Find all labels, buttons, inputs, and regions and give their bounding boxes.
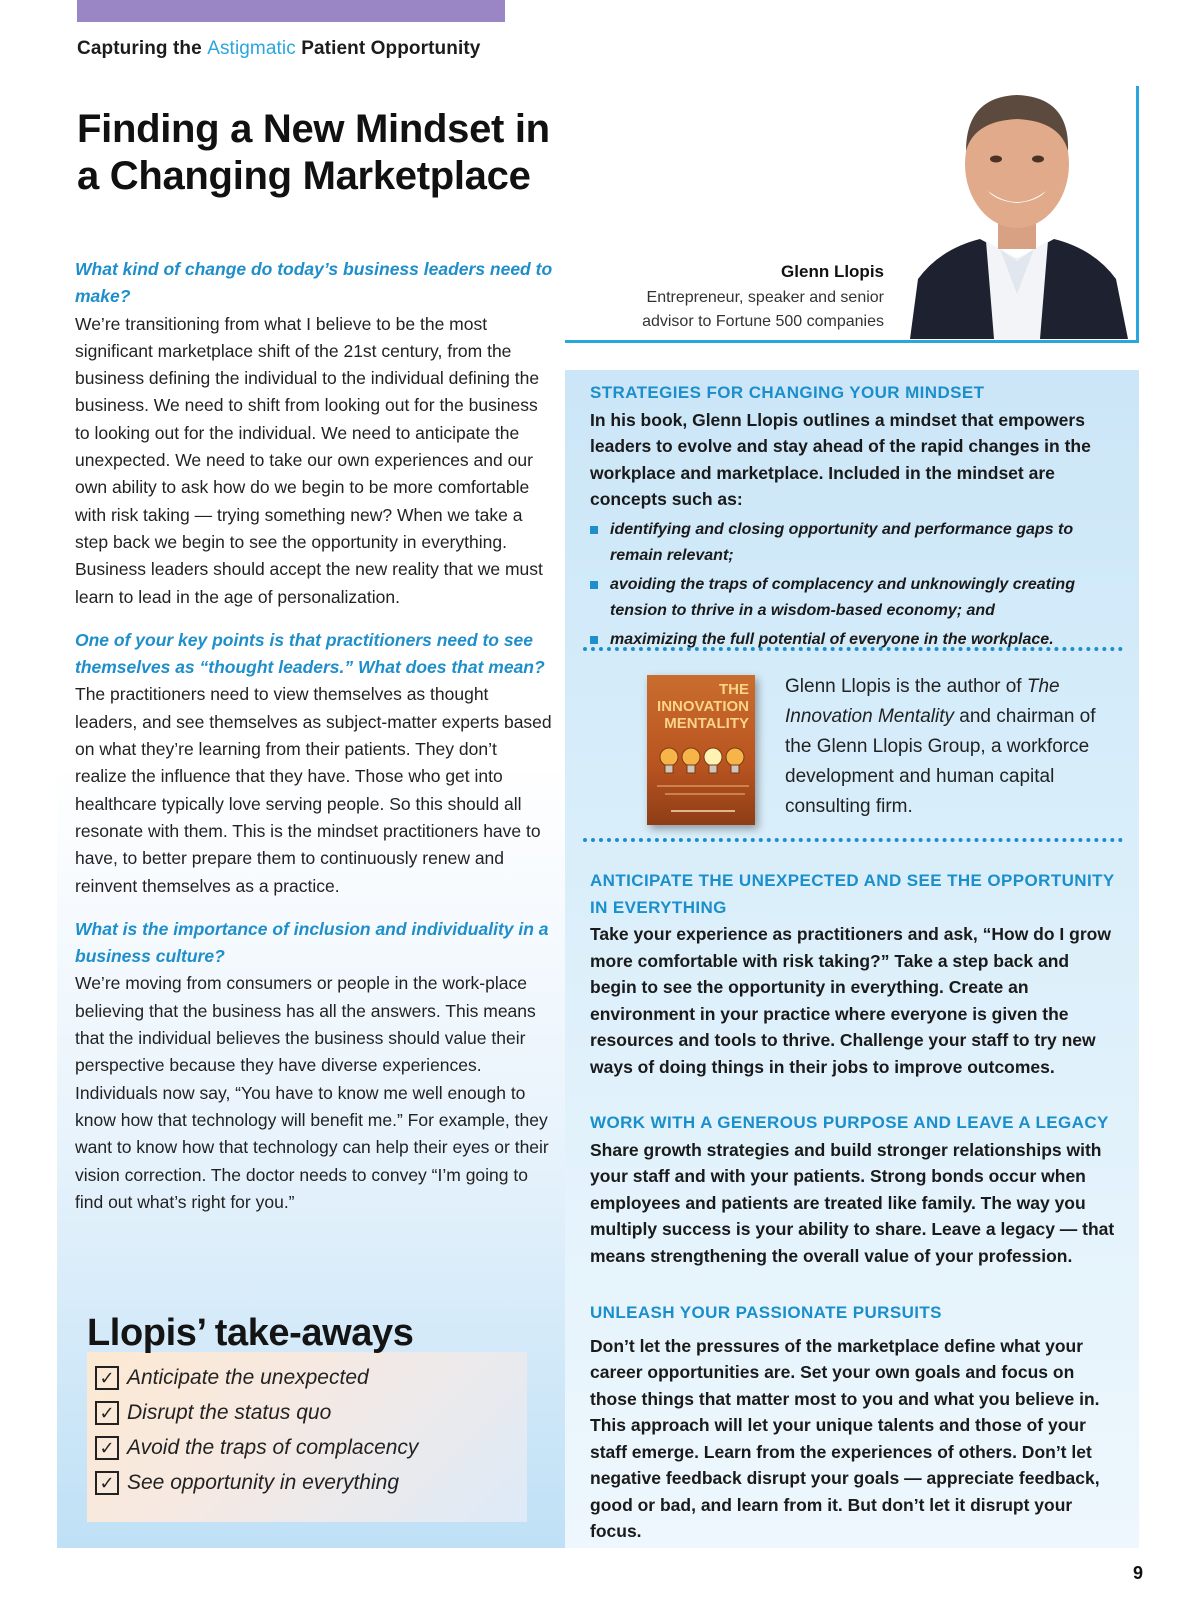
takeaway-label: Anticipate the unexpected xyxy=(127,1365,369,1389)
book-description xyxy=(785,672,1115,822)
author-role: Entrepreneur, speaker and senior advisor to Fortune 500 companies xyxy=(642,289,884,330)
takeaways-list xyxy=(95,1360,418,1500)
takeaway-label: Avoid the traps of complacency xyxy=(127,1435,419,1459)
qa-block xyxy=(75,256,553,611)
running-head-end: Patient Opportunity xyxy=(301,38,481,59)
book-cover-author-line xyxy=(671,810,735,812)
square-bullet-icon xyxy=(590,526,598,534)
list-item xyxy=(590,572,1120,624)
qa-block xyxy=(75,627,553,900)
author-portrait-photo xyxy=(900,59,1134,339)
list-item-text: identifying and closing opportunity and performance gaps to remain relevant; xyxy=(610,520,1074,564)
running-head-start: Capturing the xyxy=(77,38,202,59)
interview-column xyxy=(75,256,553,1232)
takeaway-label: See opportunity in everything xyxy=(127,1470,400,1494)
portrait-vertical-rule xyxy=(1136,86,1139,342)
takeaway-item xyxy=(95,1395,418,1430)
strategies-list xyxy=(590,517,1120,653)
page-number: 9 xyxy=(1132,1563,1143,1583)
interview-question: What kind of change do today’s business leaders need to make? xyxy=(75,259,553,307)
book-cover-text-line xyxy=(657,785,749,787)
takeaway-item xyxy=(95,1430,418,1465)
section-heading: ANTICIPATE THE UNEXPECTED AND SEE THE OPPORTUNITY IN EVERYTHING xyxy=(590,871,1115,917)
interview-answer: The practitioners need to view themselves as thought leaders, and see themselves as subject-matter experts based on what they’re learning from their patients. They don’t realize the influence that they have. Those who get into healthcare typically love serving people. So this should all resonate with them. This is the mindset practitioners have to have, to better prepare them to continuously renew and reinvent themselves as a practice. xyxy=(75,684,552,896)
book-text-end: and chairman of the Glenn Llopis Group, a workforce development and human capital consulting firm. xyxy=(785,706,1096,817)
strategies-heading: STRATEGIES FOR CHANGING YOUR MINDSET xyxy=(590,383,985,402)
strategies-intro: In his book, Glenn Llopis outlines a mindset that empowers leaders to evolve and stay ahead of the rapid changes in the workplace and marketplace. Included in the mindset are concepts such as: xyxy=(590,409,1091,509)
checkbox-checked-icon: ✓ xyxy=(95,1366,119,1390)
takeaways-title: Llopis’ take-aways xyxy=(87,1312,414,1354)
section-legacy xyxy=(590,1110,1120,1269)
dotted-divider xyxy=(583,838,1123,842)
list-item-text: avoiding the traps of complacency and unknowingly creating tension to thrive in a wisdom-based economy; and xyxy=(610,575,1075,619)
takeaway-item xyxy=(95,1360,418,1395)
book-title: The Innovation Mentality xyxy=(785,676,1060,727)
section-heading: WORK WITH A GENEROUS PURPOSE AND LEAVE A LEGACY xyxy=(590,1113,1109,1132)
checkbox-checked-icon: ✓ xyxy=(95,1436,119,1460)
strategies-box xyxy=(590,380,1120,656)
running-head xyxy=(77,38,480,60)
square-bullet-icon xyxy=(590,636,598,644)
lightbulbs-icon xyxy=(657,743,747,779)
interview-question: One of your key points is that practitioners need to see themselves as “thought leaders.” What does that mean? xyxy=(75,629,545,678)
section-passion xyxy=(590,1300,1120,1545)
section-body: Share growth strategies and build stronger relationships with your staff and with your patients. Strong bonds occur when employees and patients are treated like family. The way you multiply success is your ability to share. Leave a legacy — that means strengthening the overall value of your profession. xyxy=(590,1139,1115,1266)
qa-block xyxy=(75,916,553,1216)
top-color-bar xyxy=(77,0,505,22)
checkbox-checked-icon: ✓ xyxy=(95,1401,119,1425)
section-body: Take your experience as practitioners and ask, “How do I grow more comfortable with risk taking?” Take a step back and begin to see the opportunity in everything. Create an environment in your practice where everyone is given the resources and tools to thrive. Challenge your staff to try new ways of doing things in their jobs to improve outcomes. xyxy=(590,924,1111,1077)
interview-answer: We’re moving from consumers or people in the work-place believing that the business has all the answers. This means that the individual believes the business should value their perspective because they have diverse experiences. Individuals now say, “You have to know me well enough to know how that technology will benefit me.” For example, they want to know how that technology can help their eyes or their vision correction. The doctor needs to convey “I’m going to find out what’s right for you.” xyxy=(75,973,549,1212)
book-text-start: Glenn Llopis is the author of xyxy=(785,676,1022,697)
square-bullet-icon xyxy=(590,581,598,589)
list-item-text: maximizing the full potential of everyone in the workplace. xyxy=(610,630,1054,648)
page-title xyxy=(77,106,597,200)
interview-question: What is the importance of inclusion and individuality in a business culture? xyxy=(75,918,549,967)
interview-answer: We’re transitioning from what I believe to be the most significant marketplace shift of the 21st century, from the business defining the individual to the individual defining the business. We need to shift from looking out for the business to looking out for the individual. We need to anticipate the unexpected. We need to take our own experiences and our own ability to ask how do we begin to be more comfortable with risk taking — trying something new? When we take a step back we begin to see the opportunity in everything. Business leaders should accept the new reality that we must learn to lead in the age of personalization. xyxy=(75,313,543,607)
section-body: Don’t let the pressures of the marketplace define what your career opportunities are. Set your own goals and focus on those things that matter most to you and what you believe in. This approach will let your unique talents and those of your staff emerge. Learn from the experiences of others. Don’t let negative feedback disrupt your goals — appreciate feedback, good or bad, and learn from it. But don’t let it disrupt your focus. xyxy=(590,1335,1100,1541)
title-line-1: Finding a New Mindset in xyxy=(77,107,550,151)
dotted-divider xyxy=(583,647,1123,651)
book-cover-text-line xyxy=(665,793,745,795)
section-heading: UNLEASH YOUR PASSIONATE PURSUITS xyxy=(590,1303,942,1322)
section-anticipate xyxy=(590,868,1120,1080)
takeaway-label: Disrupt the status quo xyxy=(127,1400,332,1424)
takeaway-item xyxy=(95,1465,418,1500)
list-item xyxy=(590,517,1120,569)
author-name: Glenn Llopis xyxy=(781,262,884,281)
title-line-2: a Changing Marketplace xyxy=(77,154,531,198)
book-cover-title: THE INNOVATION MENTALITY xyxy=(657,681,749,732)
book-cover-image xyxy=(647,675,755,825)
portrait-horizontal-rule xyxy=(565,340,1139,343)
checkbox-checked-icon: ✓ xyxy=(95,1471,119,1495)
running-head-accent: Astigmatic xyxy=(207,38,296,59)
